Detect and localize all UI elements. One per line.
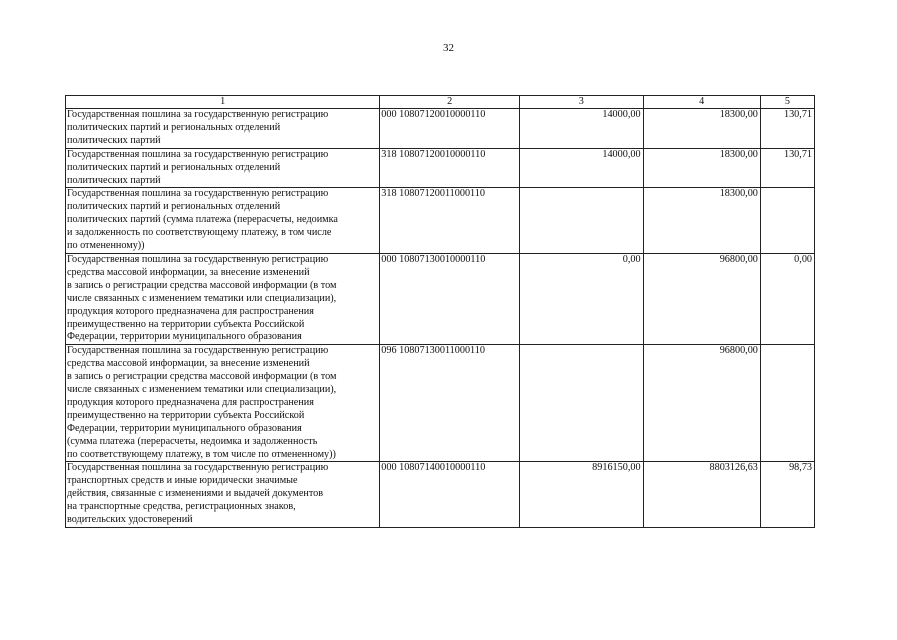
name-line: по отмененному)) [67,240,145,252]
header-col-4: 4 [643,96,760,109]
row-1-code: 000 10807120010000110 [380,109,520,149]
name-line: транспортных средств и иные юридически значимые [67,475,298,487]
name-line: (сумма платежа (перерасчеты, недоимка и задолженность [67,435,318,447]
table-row [66,109,815,149]
row-4-col4: 96800,00 [643,253,760,344]
row-3-name [66,188,380,254]
name-line: в запись о регистрации средства массовой информации (в том [67,371,337,383]
row-4-name [66,253,380,344]
name-line: политических партий (сумма платежа (перерасчеты, недоимка [67,214,338,226]
name-line: политических партий и региональных отделений [67,201,281,213]
row-3-code: 318 10807120011000110 [380,188,520,254]
row-3-col5 [760,188,814,254]
table-row [66,462,815,528]
table-row [66,188,815,254]
row-1-col4: 18300,00 [643,109,760,149]
row-6-col5: 98,73 [760,462,814,528]
name-line: действия, связанные с изменениями и выдачей документов [67,488,324,500]
name-line: Государственная пошлина за государственную регистрацию [67,462,329,474]
row-2-col4: 18300,00 [643,148,760,188]
name-line: Федерации, территории муниципального образования [67,422,302,434]
row-3-col4: 18300,00 [643,188,760,254]
header-col-1: 1 [66,96,380,109]
row-5-col3 [520,345,643,462]
table-row [66,345,815,462]
row-6-name [66,462,380,528]
row-4-code: 000 10807130010000110 [380,253,520,344]
name-line: продукция которого предназначена для распространения [67,396,314,408]
row-1-col3: 14000,00 [520,109,643,149]
name-line: Государственная пошлина за государственную регистрацию [67,345,329,357]
row-5-col5 [760,345,814,462]
row-3-col3 [520,188,643,254]
name-line: Государственная пошлина за государственную регистрацию [67,148,329,160]
row-1-name [66,109,380,149]
row-5-col4: 96800,00 [643,345,760,462]
header-col-5: 5 [760,96,814,109]
row-2-col5: 130,71 [760,148,814,188]
row-1-col5: 130,71 [760,109,814,149]
name-line: политических партий и региональных отделений [67,161,281,173]
row-2-name [66,148,380,188]
row-2-code: 318 10807120010000110 [380,148,520,188]
row-5-code: 096 10807130011000110 [380,345,520,462]
row-2-col3: 14000,00 [520,148,643,188]
row-6-code: 000 10807140010000110 [380,462,520,528]
name-line: Государственная пошлина за государственную регистрацию [67,253,329,265]
name-line: по соответствующему платежу, в том числе по отмененному)) [67,448,336,460]
page-number: 32 [443,42,454,54]
header-row [66,96,815,109]
name-line: числе связанных с изменением тематики или специализации), [67,384,337,396]
header-col-3: 3 [520,96,643,109]
name-line: Государственная пошлина за государственную регистрацию [67,188,329,200]
name-line: политических партий и региональных отделений [67,121,281,133]
name-line: Государственная пошлина за государственную регистрацию [67,109,329,120]
name-line: продукция которого предназначена для распространения [67,305,314,317]
name-line: средства массовой информации, за внесение изменений [67,266,310,278]
header-col-2: 2 [380,96,520,109]
name-line: на транспортные средства, регистрационных знаков, [67,501,296,513]
name-line: политических партий [67,134,161,146]
name-line: и задолженность по соответствующему платежу, в том числе [67,227,332,239]
row-6-col3: 8916150,00 [520,462,643,528]
name-line: в запись о регистрации средства массовой информации (в том [67,279,337,291]
name-line: средства массовой информации, за внесение изменений [67,358,310,370]
name-line: Федерации, территории муниципального образования [67,331,302,343]
name-line: водительских удостоверений [67,514,193,526]
name-line: преимущественно на территории субъекта Российской [67,318,305,330]
name-line: преимущественно на территории субъекта Российской [67,409,305,421]
revenue-table [65,95,815,528]
row-5-name [66,345,380,462]
row-4-col3: 0,00 [520,253,643,344]
name-line: числе связанных с изменением тематики или специализации), [67,292,337,304]
table-row [66,253,815,344]
row-6-col4: 8803126,63 [643,462,760,528]
name-line: политических партий [67,174,161,186]
table-row [66,148,815,188]
row-4-col5: 0,00 [760,253,814,344]
